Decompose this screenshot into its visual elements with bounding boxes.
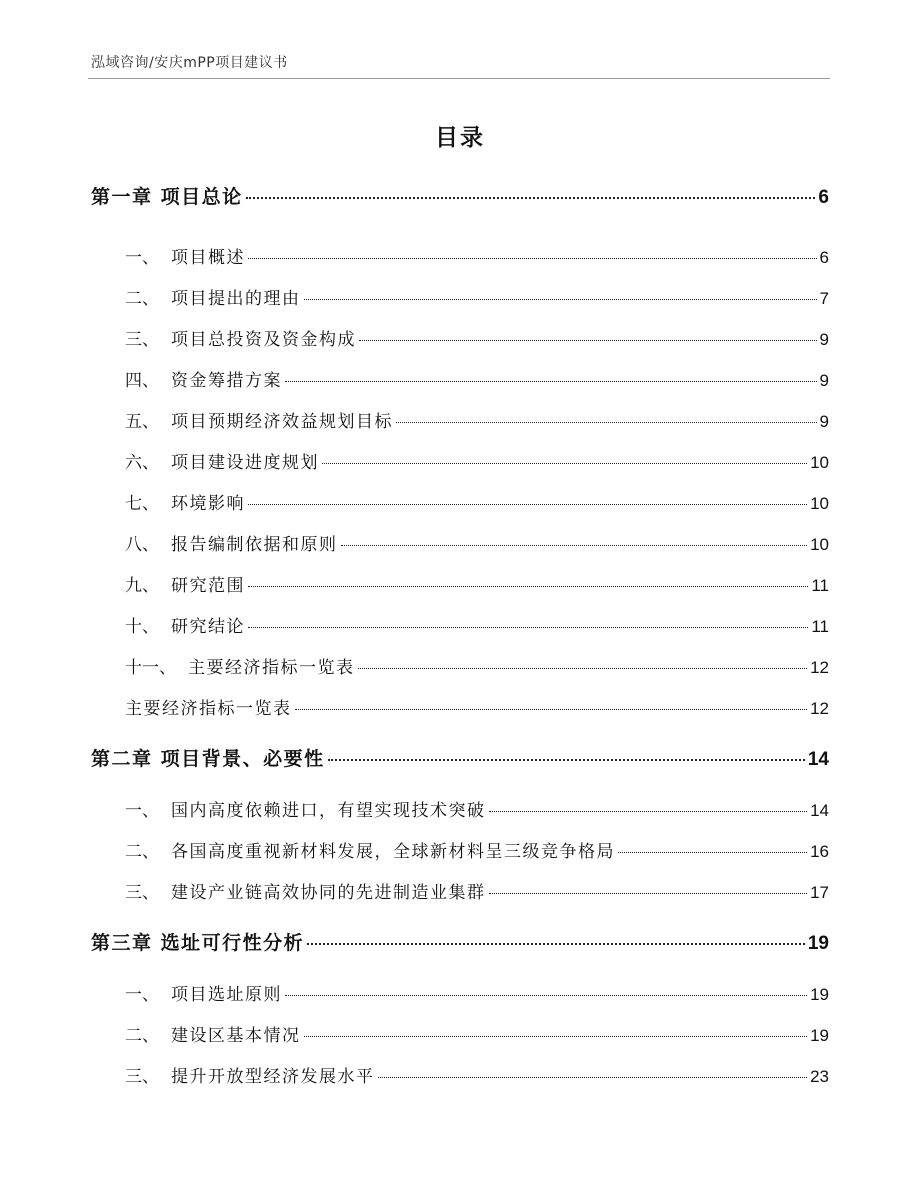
- toc-dot-leader: [358, 668, 808, 669]
- toc-section-entry[interactable]: [125, 880, 829, 906]
- toc-entry-number: 十一、: [125, 658, 176, 678]
- toc-dot-leader: [489, 893, 808, 894]
- toc-dot-leader: [341, 545, 808, 546]
- toc-dot-leader: [328, 759, 805, 761]
- toc-section-entry[interactable]: [125, 327, 829, 353]
- toc-dot-leader: [246, 197, 816, 199]
- toc-page-number: 10: [810, 535, 829, 554]
- toc-entry-number: 一、: [125, 248, 159, 268]
- toc-entry-label: 项目提出的理由: [171, 289, 301, 309]
- toc-entry-label: 项目选址原则: [171, 985, 282, 1005]
- toc-entry-label: 第三章 选址可行性分析: [91, 932, 305, 954]
- toc-section-entry[interactable]: [125, 696, 829, 722]
- toc-dot-leader: [285, 995, 807, 996]
- toc-entry-number: 二、: [125, 289, 159, 309]
- toc-entry-number: 四、: [125, 371, 159, 391]
- toc-entry-number: 二、: [125, 1026, 159, 1046]
- toc-entry-number: 五、: [125, 412, 159, 432]
- toc-chapter-entry[interactable]: [91, 929, 829, 957]
- toc-page-number: 9: [819, 412, 829, 431]
- toc-page-number: 11: [811, 617, 829, 636]
- toc-dot-leader: [359, 340, 817, 341]
- toc-entry-label: 各国高度重视新材料发展，全球新材料呈三级竞争格局: [171, 842, 615, 862]
- toc-entry-number: 八、: [125, 535, 159, 555]
- toc-dot-leader: [618, 852, 807, 853]
- toc-entry-number: 三、: [125, 883, 159, 903]
- toc-entry-label: 主要经济指标一览表: [125, 699, 292, 719]
- toc-page-number: 12: [810, 699, 829, 718]
- toc-dot-leader: [304, 1036, 808, 1037]
- toc-page-number: 19: [810, 985, 829, 1004]
- toc-dot-leader: [304, 299, 817, 300]
- toc-entry-number: 三、: [125, 1067, 159, 1087]
- toc-page-number: 9: [819, 330, 829, 349]
- toc-entry-number: 一、: [125, 801, 159, 821]
- toc-section-entry[interactable]: [125, 532, 829, 558]
- toc-entry-label: 提升开放型经济发展水平: [171, 1067, 375, 1087]
- toc-dot-leader: [322, 463, 807, 464]
- toc-dot-leader: [248, 258, 817, 259]
- toc-entry-label: 研究结论: [171, 617, 245, 637]
- toc-entry-label: 国内高度依赖进口，有望实现技术突破: [171, 801, 486, 821]
- toc-page-number: 17: [810, 883, 829, 902]
- toc-section-entry[interactable]: [125, 409, 829, 435]
- toc-entry-label: 项目预期经济效益规划目标: [171, 412, 393, 432]
- toc-section-entry[interactable]: [125, 286, 829, 312]
- toc-entry-number: 十、: [125, 617, 159, 637]
- toc-dot-leader: [378, 1077, 808, 1078]
- toc-page-number: 6: [819, 248, 829, 267]
- toc-dot-leader: [307, 943, 805, 945]
- toc-dot-leader: [248, 586, 808, 587]
- toc-section-entry[interactable]: [125, 798, 829, 824]
- toc-entry-label: 建设区基本情况: [171, 1026, 301, 1046]
- toc-section-entry[interactable]: [125, 655, 829, 681]
- toc-entry-number: 二、: [125, 842, 159, 862]
- toc-page-number: 10: [810, 494, 829, 513]
- toc-dot-leader: [396, 422, 817, 423]
- toc-dot-leader: [248, 627, 808, 628]
- toc-entry-label: 项目建设进度规划: [171, 453, 319, 473]
- toc-page-number: 14: [810, 801, 829, 820]
- toc-page-number: 11: [811, 576, 829, 595]
- toc-entry-label: 项目总投资及资金构成: [171, 330, 356, 350]
- toc-entry-label: 资金筹措方案: [171, 371, 282, 391]
- toc-section-entry[interactable]: [125, 368, 829, 394]
- toc-page-number: 10: [810, 453, 829, 472]
- toc-entry-label: 项目概述: [171, 248, 245, 268]
- toc-entry-label: 第二章 项目背景、必要性: [91, 748, 325, 770]
- toc-entry-number: 七、: [125, 494, 159, 514]
- toc-page-number: 12: [810, 658, 829, 677]
- toc-section-entry[interactable]: [125, 1023, 829, 1049]
- toc-dot-leader: [489, 811, 808, 812]
- toc-page-number: 14: [807, 749, 829, 770]
- toc-section-entry[interactable]: [125, 614, 829, 640]
- toc-section-entry[interactable]: [125, 491, 829, 517]
- toc-section-entry[interactable]: [125, 982, 829, 1008]
- toc-entry-label: 建设产业链高效协同的先进制造业集群: [171, 883, 486, 903]
- toc-entry-label: 报告编制依据和原则: [171, 535, 338, 555]
- toc-page-number: 23: [810, 1067, 829, 1086]
- running-header: 泓域咨询/安庆mPP项目建议书: [91, 55, 288, 71]
- toc-dot-leader: [248, 504, 807, 505]
- toc-chapter-entry[interactable]: [91, 183, 829, 211]
- toc-section-entry[interactable]: [125, 839, 829, 865]
- toc-dot-leader: [285, 381, 817, 382]
- toc-section-entry[interactable]: [125, 1064, 829, 1090]
- toc-chapter-entry[interactable]: [91, 745, 829, 773]
- toc-dot-leader: [295, 709, 808, 710]
- toc-entry-number: 六、: [125, 453, 159, 473]
- toc-page-number: 19: [807, 933, 829, 954]
- toc-entry-number: 三、: [125, 330, 159, 350]
- toc-section-entry[interactable]: [125, 573, 829, 599]
- toc-entry-label: 第一章 项目总论: [91, 186, 243, 208]
- toc-page-number: 16: [810, 842, 829, 861]
- toc-page-number: 9: [819, 371, 829, 390]
- page-title: 目录: [435, 125, 485, 151]
- toc-section-entry[interactable]: [125, 245, 829, 271]
- toc-entry-label: 主要经济指标一览表: [188, 658, 355, 678]
- toc-page-number: 19: [810, 1026, 829, 1045]
- toc-entry-label: 环境影响: [171, 494, 245, 514]
- toc-section-entry[interactable]: [125, 450, 829, 476]
- toc-page-number: 7: [819, 289, 829, 308]
- toc-entry-number: 九、: [125, 576, 159, 596]
- toc-entry-label: 研究范围: [171, 576, 245, 596]
- toc-entry-number: 一、: [125, 985, 159, 1005]
- toc-page-number: 6: [818, 187, 829, 208]
